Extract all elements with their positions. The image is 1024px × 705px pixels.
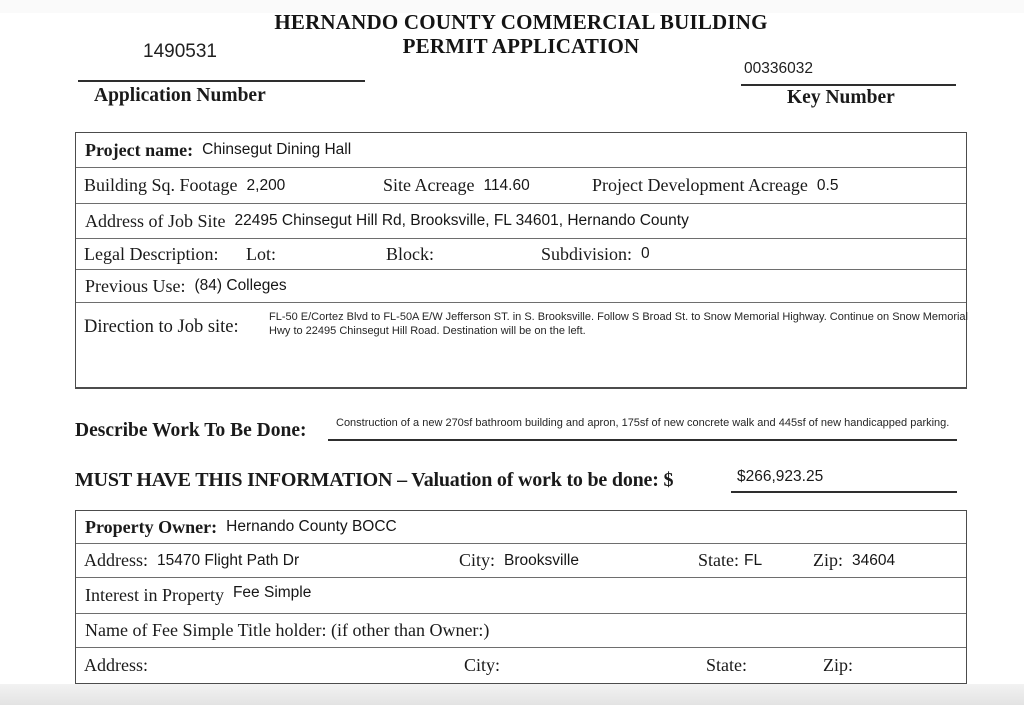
- table-row-interest-in-property: [76, 578, 966, 614]
- lot-field: [246, 239, 276, 269]
- holder-zip-label: Zip:: [823, 655, 853, 675]
- key-number-label: Key Number: [787, 87, 895, 108]
- project-development-acreage-field: [592, 168, 838, 203]
- document-title-line1: HERNANDO COUNTY COMMERCIAL BUILDING: [274, 10, 768, 34]
- direction-label: Direction to Job site:: [84, 317, 239, 337]
- project-info-table: [75, 132, 967, 389]
- valuation-underline: [731, 491, 957, 493]
- holder-state-label: State:: [706, 655, 747, 675]
- holder-city-label: City:: [464, 655, 501, 675]
- table-row-legal-description: [76, 239, 966, 270]
- holder-state-field: [706, 648, 747, 683]
- owner-state-field: [698, 544, 762, 577]
- owner-address-label: Address:: [84, 550, 148, 570]
- block-label: Block:: [386, 243, 434, 264]
- project-name-label: Project name:: [85, 139, 194, 160]
- owner-zip-field: [813, 544, 895, 577]
- direction-value: FL-50 E/Cortez Blvd to FL-50A E/W Jefferson ST. in S. Brooksville. Follow S Broad St. to Snow Memorial Highway. Continue on Snow Memorial Hwy to 22495 Chinsegut Hill Road. Destination will be on the left.: [269, 311, 968, 337]
- holder-city-field: [464, 648, 500, 683]
- holder-address-label: Address:: [84, 655, 148, 675]
- owner-city-value: Brooksville: [504, 551, 579, 569]
- subdivision-value: 0: [641, 245, 650, 262]
- application-number-underline: [78, 80, 365, 82]
- project-name-value: Chinsegut Dining Hall: [202, 141, 352, 158]
- application-number-label: Application Number: [94, 85, 266, 106]
- table-row-direction: [76, 303, 966, 387]
- owner-city-label: City:: [459, 550, 496, 570]
- table-row-footage-acreage: [76, 168, 966, 204]
- document-title-line2: PERMIT APPLICATION: [402, 34, 640, 58]
- interest-in-property-label: Interest in Property: [85, 585, 224, 605]
- describe-work-label: Describe Work To Be Done:: [75, 420, 307, 441]
- table-row-project-name: [76, 133, 966, 168]
- owner-address-field: [84, 544, 299, 577]
- scan-bottom-margin: [0, 684, 1024, 705]
- valuation-value: $266,923.25: [737, 468, 824, 485]
- previous-use-label: Previous Use:: [85, 275, 186, 296]
- project-development-acreage-label: Project Development Acreage: [592, 175, 808, 195]
- owner-address-value: 15470 Flight Path Dr: [157, 551, 300, 569]
- holder-zip-field: [823, 648, 853, 683]
- site-acreage-label: Site Acreage: [383, 175, 475, 195]
- project-development-acreage-value: 0.5: [816, 176, 839, 194]
- interest-in-property-value: Fee Simple: [232, 583, 312, 601]
- property-owner-label: Property Owner:: [85, 516, 218, 537]
- job-site-address-label: Address of Job Site: [85, 210, 226, 231]
- owner-state-value: FL: [744, 551, 763, 569]
- application-number-value: 1490531: [143, 41, 217, 62]
- owner-zip-value: 34604: [852, 551, 896, 569]
- building-sq-footage-label: Building Sq. Footage: [84, 175, 238, 195]
- building-sq-footage-field: [84, 168, 285, 203]
- property-owner-value: Hernando County BOCC: [226, 518, 397, 535]
- subdivision-field: [541, 239, 650, 269]
- lot-label: Lot:: [246, 243, 276, 264]
- table-row-job-site-address: [76, 204, 966, 239]
- describe-work-value: Construction of a new 270sf bathroom building and apron, 175sf of new concrete walk and 445sf of new handicapped parking.: [336, 417, 950, 429]
- job-site-address-value: 22495 Chinsegut Hill Rd, Brooksville, FL 34601, Hernando County: [234, 212, 689, 229]
- owner-state-label: State:: [698, 550, 739, 570]
- site-acreage-value: 114.60: [483, 176, 530, 194]
- fee-simple-holder-label: Name of Fee Simple Title holder: (if other than Owner:): [85, 620, 490, 640]
- building-sq-footage-value: 2,200: [246, 176, 286, 194]
- table-row-fee-simple-holder: [76, 614, 966, 648]
- property-owner-table: [75, 510, 967, 684]
- site-acreage-field: [383, 168, 530, 203]
- table-row-owner-address: [76, 544, 966, 578]
- key-number-underline: [741, 84, 956, 86]
- table-row-property-owner: [76, 511, 966, 544]
- owner-city-field: [459, 544, 579, 577]
- table-row-previous-use: [76, 270, 966, 303]
- holder-address-field: [84, 648, 148, 683]
- previous-use-value: (84) Colleges: [194, 277, 287, 294]
- owner-zip-label: Zip:: [813, 550, 843, 570]
- subdivision-label: Subdivision:: [541, 243, 633, 264]
- describe-work-underline: [328, 439, 957, 441]
- legal-description-label: Legal Description:: [84, 243, 219, 264]
- legal-description-field: [84, 239, 218, 269]
- table-row-holder-address: [76, 648, 966, 683]
- valuation-label: MUST HAVE THIS INFORMATION – Valuation of work to be done: $: [75, 469, 674, 491]
- key-number-value: 00336032: [744, 60, 813, 77]
- block-field: [386, 239, 434, 269]
